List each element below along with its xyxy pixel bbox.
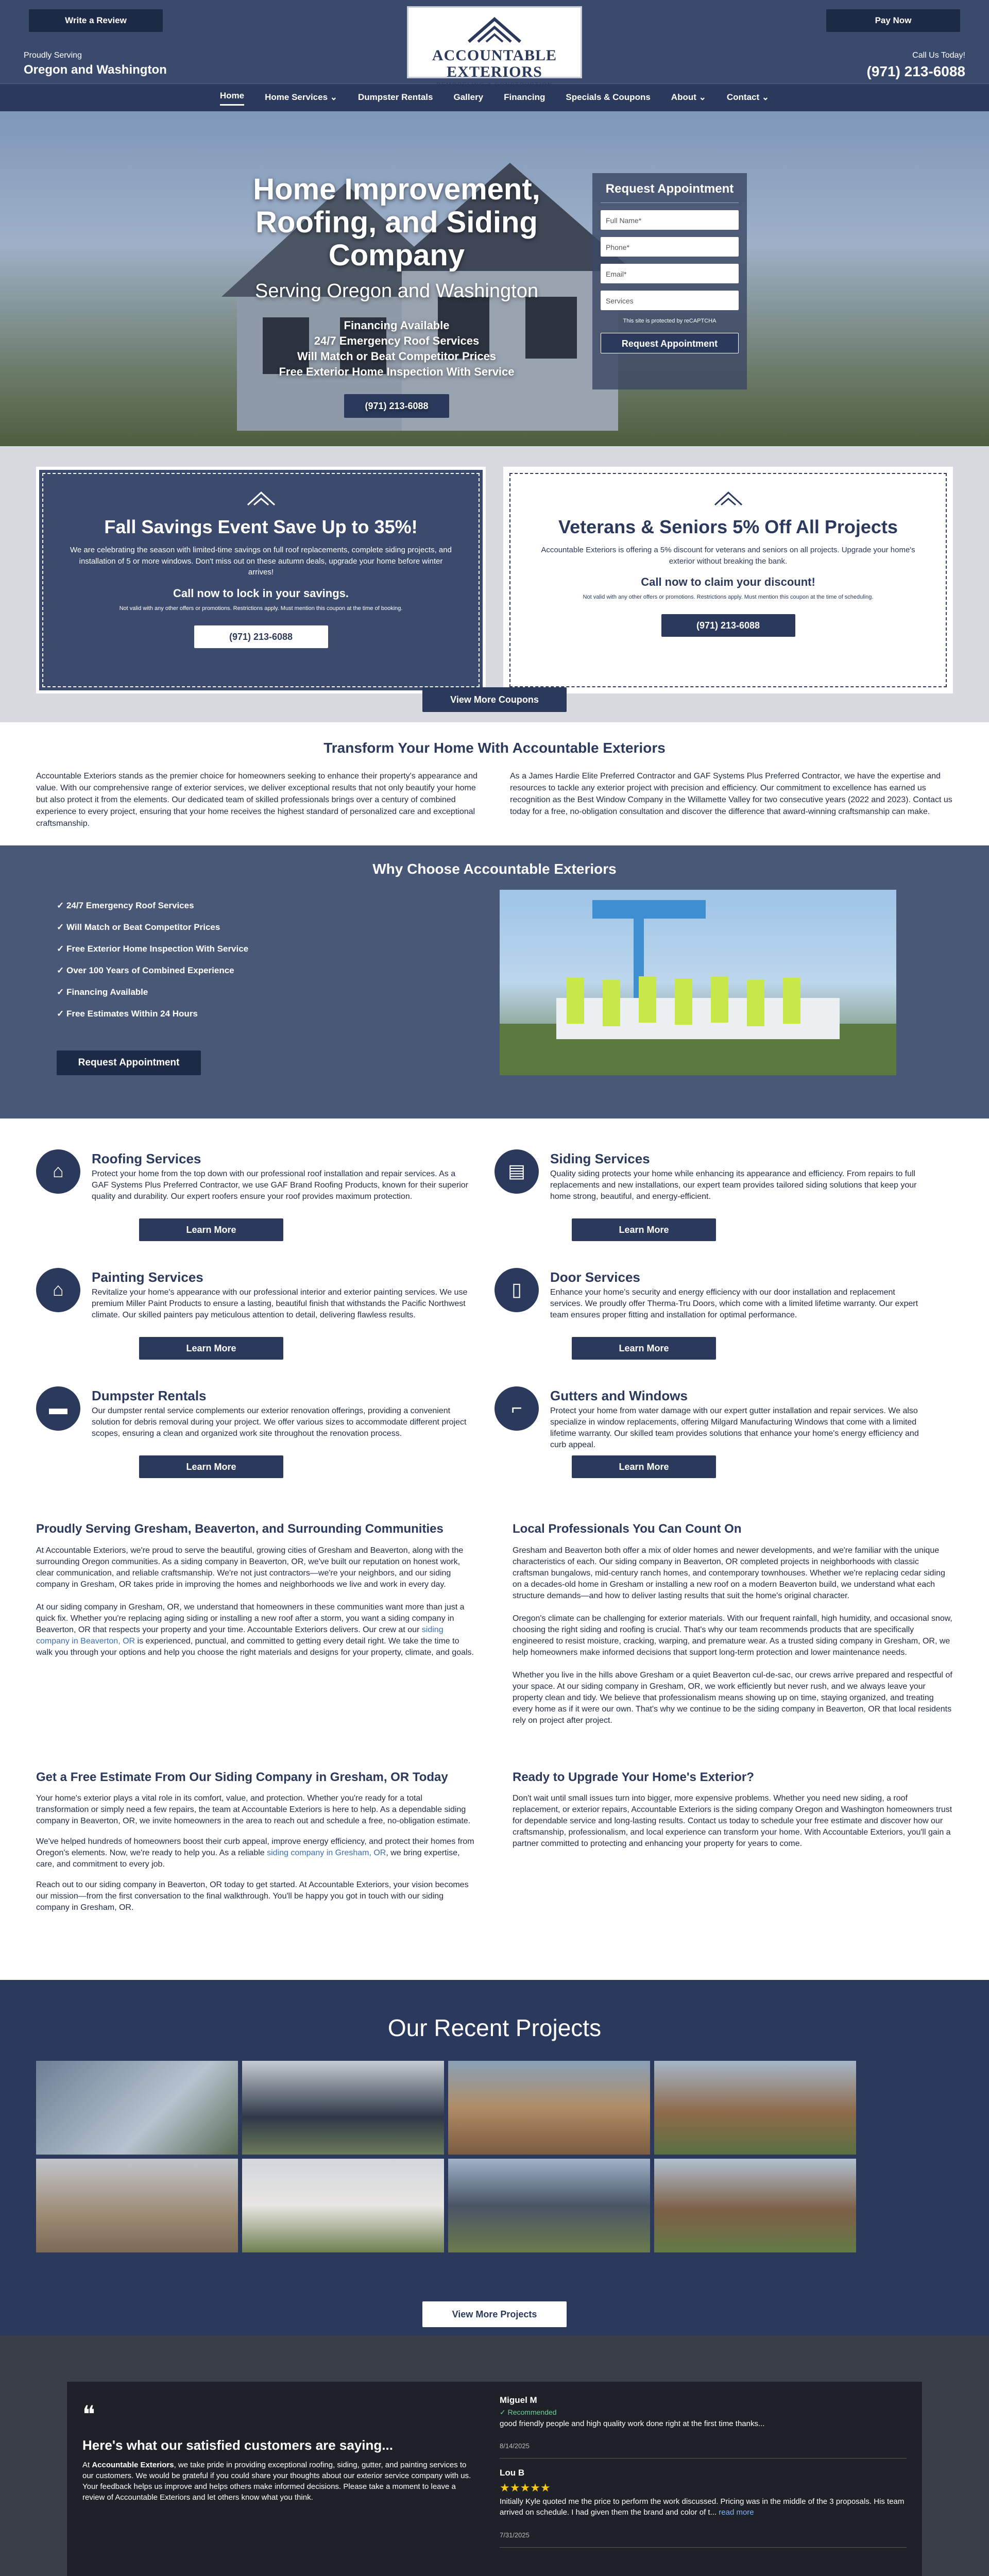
why-item: ✓ 24/7 Emergency Roof Services: [57, 895, 248, 917]
section-title: Why Choose Accountable Exteriors: [372, 860, 617, 877]
reviews-body: At Accountable Exteriors, we take pride in providing exceptional roofing, siding, gutter, and painting services to our customers. We would be grateful if you could share your thoughts about our exterior service company with us. Your feedback helps us improve and helps others make informed decisions. Please take a moment to leave a review of Accountable Exteriors and let others know what you think.: [82, 2460, 471, 2502]
promo-call: Call now to lock in your savings.: [173, 587, 349, 600]
paint-icon: ⌂: [36, 1268, 80, 1312]
promo-body: Accountable Exteriors is offering a 5% discount for veterans and seniors on all projects. Upgrade your home's exterior without breaking the bank.: [541, 545, 915, 566]
promo-title: Fall Savings Event Save Up to 35%!: [104, 516, 418, 537]
why-request-button[interactable]: Request Appointment: [57, 1050, 201, 1075]
appointment-form: [592, 173, 747, 389]
communities-section: [0, 1469, 989, 1754]
veterans-coupon: [503, 467, 953, 693]
services-select[interactable]: Services: [601, 291, 739, 310]
hero-feature: Free Exterior Home Inspection With Service: [279, 365, 515, 379]
learn-more-button[interactable]: Learn More: [139, 1455, 283, 1478]
learn-more-button[interactable]: Learn More: [139, 1218, 283, 1241]
paragraph: Gresham and Beaverton both offer a mix of older homes and newer developments, and we're familiar with the unique characteristics of each. Our siding company in Beaverton, OR completed projects in neighborhoods with classic craftsman bungalows, mid-century ranch homes, and contemporary townhouses. Whether we're replacing cedar siding on a decades-old home in Gresham or installing a new roof on a modern Beaverton build, we understand what each structure demands—and how to deliver lasting results that suit the home's original character.: [513, 1546, 945, 1601]
quote-icon: ❝: [82, 2401, 95, 2428]
nav-about[interactable]: About ⌄: [671, 92, 706, 103]
review-date: 7/31/2025: [500, 2531, 530, 2539]
review-date: 8/14/2025: [500, 2442, 530, 2450]
service-roofing: [36, 1149, 494, 1235]
read-more-link[interactable]: read more: [719, 2508, 754, 2517]
hero-text: [216, 173, 577, 418]
project-photo[interactable]: [654, 2159, 856, 2252]
project-photo[interactable]: [242, 2159, 444, 2252]
recaptcha-note: This site is protected by reCAPTCHA: [623, 317, 717, 324]
service-title: Painting Services: [92, 1269, 203, 1285]
reviewer-name: Miguel M: [500, 2395, 537, 2405]
promo-disclaimer: Not valid with any other offers or promotions. Restrictions apply. Must mention this coupon at the time of scheduling.: [583, 594, 874, 601]
hero-feature: Financing Available: [344, 319, 450, 332]
service-title: Roofing Services: [92, 1150, 201, 1166]
star-rating-icon: ★★★★★: [500, 2481, 551, 2494]
logo-subtext: REMODELING & CONSTRUCTION: [436, 81, 553, 88]
hero-title: Home Improvement, Roofing, and Siding Company: [253, 173, 540, 272]
service-area: [24, 49, 167, 79]
project-photo[interactable]: [448, 2061, 650, 2155]
section-heading: Get a Free Estimate From Our Siding Company in Gresham, OR Today: [36, 1770, 448, 1785]
form-title: Request Appointment: [601, 180, 739, 203]
call-us[interactable]: [867, 49, 965, 82]
hero: [0, 111, 989, 446]
service-title: Gutters and Windows: [550, 1387, 688, 1403]
hero-feature: Will Match or Beat Competitor Prices: [297, 350, 497, 363]
roof-logo-icon: [246, 490, 277, 506]
roof-logo-icon: [464, 15, 525, 44]
call-label: Call Us Today!: [912, 51, 965, 60]
why-item: ✓ Over 100 Years of Combined Experience: [57, 960, 248, 981]
nav-specials[interactable]: Specials & Coupons: [566, 92, 651, 103]
header-phone[interactable]: (971) 213-6088: [866, 63, 965, 80]
why-item: ✓ Free Estimates Within 24 Hours: [57, 1003, 248, 1025]
reviews-title: Here's what our satisfied customers are saying...: [82, 2437, 393, 2453]
phone-field[interactable]: Phone*: [601, 237, 739, 257]
view-projects-button[interactable]: View More Projects: [422, 2301, 567, 2327]
learn-more-button[interactable]: Learn More: [572, 1337, 716, 1360]
service-body: Quality siding protects your home while enhancing its appearance and efficiency. From repairs to full replacements and new installations, our expert team provides tailored siding solutions that keep your home strong, beautiful, and energy-efficient.: [550, 1170, 917, 1201]
estimate-section: [0, 1753, 989, 1980]
promo-phone-button[interactable]: (971) 213-6088: [194, 625, 328, 648]
hero-phone-button[interactable]: (971) 213-6088: [344, 394, 449, 418]
why-item: ✓ Free Exterior Home Inspection With Service: [57, 938, 248, 960]
why-choose-section: [0, 845, 989, 1118]
reviews-panel: [67, 2382, 922, 2576]
nav-home-services[interactable]: Home Services ⌄: [265, 92, 337, 103]
service-body: Protect your home from the top down with our professional roof installation and repair services. As a GAF Systems Plus Preferred Contractor, we use GAF Brand Roofing Products, known for their superior quality and durability. Our expert roofers ensure your roof provides maximum protection.: [92, 1170, 468, 1201]
paragraph: Your home's exterior plays a vital role in its comfort, value, and protection. Whether you're ready for a total transformation or simply need a few repairs, the team at Accountable Exteriors is here to help. As a dependable siding company in Beaverton, OR, we invite homeowners in the area to reach out and schedule a free, no-obligation estimate.: [36, 1794, 471, 1826]
why-list: [57, 895, 248, 1025]
roof-logo-icon: [713, 490, 744, 506]
name-field[interactable]: Full Name*: [601, 210, 739, 230]
fall-savings-coupon: [36, 467, 486, 693]
service-title: Siding Services: [550, 1150, 650, 1166]
site-logo[interactable]: [407, 6, 582, 88]
proudly-label: Proudly Serving: [24, 51, 82, 60]
projects-title: Our Recent Projects: [387, 2014, 602, 2042]
section-heading: Ready to Upgrade Your Home's Exterior?: [513, 1770, 754, 1785]
paragraph: At our siding company in Gresham, OR, we understand that homeowners in these communities want more than just a quick fix. Whether you're replacing aging siding or installing a new roof after a storm, you want a siding company in Beaverton, OR that respects your property and your time. Accountable Exteriors delivers. Our crew at our siding company in Beaverton, OR is experienced, punctual, and committed to getting every detail right. We take the time to walk you through your options and help you choose the right materials and designs for your property, climate, and goals.: [36, 1603, 474, 1657]
hero-feature: 24/7 Emergency Roof Services: [314, 334, 480, 348]
door-icon: ▯: [494, 1268, 539, 1312]
why-item: ✓ Financing Available: [57, 981, 248, 1003]
promo-title: Veterans & Seniors 5% Off All Projects: [558, 516, 898, 537]
projects-section: [0, 1980, 989, 2335]
gutter-icon: ⌐: [494, 1386, 539, 1431]
project-gallery: [36, 2061, 953, 2252]
service-body: Enhance your home's security and energy efficiency with our door installation and replacement services. We proudly offer Therma-Tru Doors, which come with a limited lifetime warranty. Our expert team ensures proper fitting and installation for optimal performance.: [550, 1288, 918, 1320]
service-siding: [494, 1149, 953, 1235]
region-label: Oregon and Washington: [24, 63, 167, 77]
recommended-badge: ✓ Recommended: [500, 2408, 557, 2416]
paragraph: Reach out to our siding company in Beaverton, OR today to get started. At Accountable Exteriors, your vision becomes our mission—from the first conversation to the final walkthrough. You'll be happy you got in touch with our siding company in Gresham, OR.: [36, 1880, 469, 1912]
service-body: Our dumpster rental service complements our exterior renovation offerings, providing a convenient solution for debris removal during your project. We offer various sizes to accommodate different project scopes, ensuring a clean and organized work site throughout the renovation process.: [92, 1406, 467, 1438]
service-gutters: [494, 1386, 953, 1472]
learn-more-button[interactable]: Learn More: [572, 1218, 716, 1241]
paragraph: Oregon's climate can be challenging for exterior materials. With our frequent rainfall, high humidity, and occasional snow, choosing the right siding and roofing is crucial. That's why our team recommends products that are specifically engineered to resist moisture, cracking, warping, and premature wear. As a trusted siding company in Gresham, OR, we help homeowners make informed decisions that support long-term protection and lower maintenance needs.: [513, 1614, 952, 1657]
review-text: Initially Kyle quoted me the price to perform the work discussed. Pricing was in the middle of the 3 proposals. His team arrived on schedule. I had given them the brand and color of t...: [500, 2497, 905, 2517]
section-title: Transform Your Home With Accountable Exteriors: [323, 740, 666, 756]
service-dumpster: [36, 1386, 494, 1472]
paragraph: At Accountable Exteriors, we're proud to serve the beautiful, growing cities of Gresham and Beaverton, along with the surrounding Oregon communities. As a siding company in Beaverton, OR, we've built our reputation on honest work, clear communication, and reliable craftsmanship. We're not just contractors—we're your neighbors, and our siding company in Gresham, OR takes pride in improving the homes and neighborhoods we live and work in every day.: [36, 1546, 464, 1589]
promo-phone-button[interactable]: (971) 213-6088: [661, 614, 795, 637]
request-appointment-button[interactable]: Request Appointment: [601, 333, 739, 353]
paragraph: Whether you live in the hills above Gresham or a quiet Beaverton cul-de-sac, our crews arrive prepared and respectful of your space. At our siding company in Gresham, OR, we work efficiently but never rush, and we always leave your property clean and tidy. We believe that professionalism means showing up on time, staying organized, and treating every home as if it were our own. That's why we continue to be the siding company in Beaverton, OR that local residents rely on project after project.: [513, 1671, 952, 1725]
siding-icon: ▤: [494, 1149, 539, 1194]
nav-contact[interactable]: Contact ⌄: [726, 92, 770, 103]
reviewer-name: Lou B: [500, 2467, 525, 2478]
paragraph: Don't wait until small issues turn into bigger, more expensive problems. Whether you need new siding, a roof replacement, or exterior repairs, Accountable Exteriors is the siding company Oregon and Washington homeowners trust for dependable service and long-lasting results. Contact us today to schedule your free estimate and discover how our craftsmanship, professionalism, and local experience can transform your home. With Accountable Exteriors, you'll gain a partner committed to protecting and enhancing your property for years to come.: [513, 1794, 952, 1849]
promotions: [0, 446, 989, 722]
service-title: Door Services: [550, 1269, 640, 1285]
transform-section: [0, 722, 989, 845]
service-doors: [494, 1268, 953, 1353]
review-item: [500, 2394, 907, 2459]
intro-left: Accountable Exteriors stands as the premier choice for homeowners seeking to enhance their property's appearance and value. With our comprehensive range of exterior services, we deliver exceptional results that not only beautify your home but also protect it from the elements. Our dedicated team of skilled professionals brings over a century of combined experience to every project, ensuring that your home receives the highest standard of personalized care and exceptional craftsmanship.: [36, 771, 478, 828]
section-heading: Local Professionals You Can Count On: [513, 1521, 742, 1536]
project-photo[interactable]: [36, 2159, 238, 2252]
hero-features: [216, 318, 577, 380]
learn-more-button[interactable]: Learn More: [572, 1455, 716, 1478]
inline-link[interactable]: siding company in Gresham, OR: [267, 1849, 386, 1858]
service-painting: [36, 1268, 494, 1353]
email-field[interactable]: Email*: [601, 264, 739, 283]
review-text: good friendly people and high quality work done right at the first time thanks...: [500, 2419, 765, 2428]
pay-now-button[interactable]: Pay Now: [826, 9, 960, 32]
write-review-button[interactable]: Write a Review: [29, 9, 163, 32]
view-coupons-button[interactable]: View More Coupons: [422, 687, 567, 712]
learn-more-button[interactable]: Learn More: [139, 1337, 283, 1360]
section-heading: Proudly Serving Gresham, Beaverton, and Surrounding Communities: [36, 1521, 444, 1536]
logo-text: ACCOUNTABLE EXTERIORS: [432, 46, 557, 80]
top-bar: [0, 0, 989, 88]
service-title: Dumpster Rentals: [92, 1387, 207, 1403]
project-photo[interactable]: [448, 2159, 650, 2252]
inline-link[interactable]: siding company in Beaverton, OR: [36, 1625, 444, 1646]
project-photo[interactable]: [654, 2061, 856, 2155]
intro-right: As a James Hardie Elite Preferred Contractor and GAF Systems Plus Preferred Contractor, we have the expertise and resources to tackle any exterior project with precision and efficiency. Our commitment to excellence has earned us recognition as the Best Window Company in the Willamette Valley for two consecutive years (2022 and 2023). Contact us today for a free, no-obligation consultation and discover the difference that award-winning craftsmanship can make.: [510, 771, 952, 817]
review-item: [500, 2467, 907, 2548]
why-item: ✓ Will Match or Beat Competitor Prices: [57, 917, 248, 938]
service-body: Revitalize your home's appearance with our professional interior and exterior painting services. We use premium Miller Paint Products to ensure a lasting, beautiful finish that withstands the Pacific Northwest climate. Our skilled painters pay meticulous attention to detail, delivering flawless results.: [92, 1288, 468, 1320]
nav-dumpster-rentals[interactable]: Dumpster Rentals: [358, 92, 433, 103]
nav-gallery[interactable]: Gallery: [453, 92, 484, 103]
promo-disclaimer: Not valid with any other offers or promotions. Restrictions apply. Must mention this coupon at the time of booking.: [119, 605, 403, 612]
project-photo[interactable]: [36, 2061, 238, 2155]
dumpster-icon: ▬: [36, 1386, 80, 1431]
roof-icon: ⌂: [36, 1149, 80, 1194]
promo-call: Call now to claim your discount!: [641, 575, 815, 589]
hero-subtitle: Serving Oregon and Washington: [255, 280, 538, 302]
nav-financing[interactable]: Financing: [504, 92, 545, 103]
project-photo[interactable]: [242, 2061, 444, 2155]
promo-body: We are celebrating the season with limited-time savings on full roof replacements, complete siding projects, and installation of 5 or more windows. Don't miss out on these autumn deals, upgrade your home before winter arrives!: [70, 545, 452, 577]
paragraph: We've helped hundreds of homeowners boost their curb appeal, improve energy efficiency, and protect their homes from Oregon's elements. Now, we're ready to help you. As a reliable siding company in Gresham, OR, we bring expertise, care, and commitment to every job.: [36, 1837, 474, 1869]
reviews-section: [0, 2335, 989, 2576]
service-body: Protect your home from water damage with our expert gutter installation and repair services. We also specialize in window replacements, offering Milgard Manufacturing Windows that come with a limited lifetime warranty. Our skilled team provides solutions that enhance your home's energy efficiency and curb appeal.: [550, 1406, 919, 1450]
nav-home[interactable]: Home: [220, 90, 244, 106]
team-photo: [500, 890, 896, 1075]
services-grid: [0, 1118, 989, 1472]
